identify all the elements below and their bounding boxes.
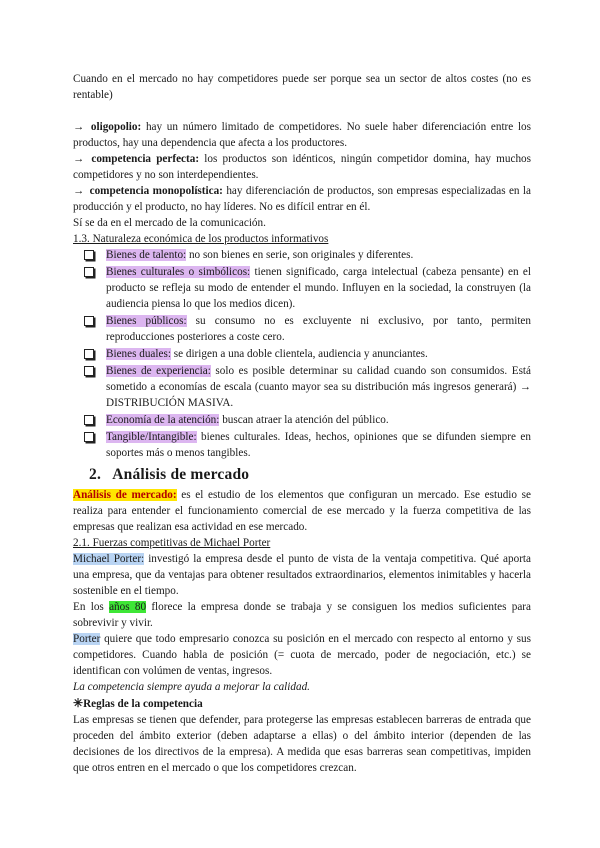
porter-paragraph-1: Michael Porter: investigó la empresa desde el punto de vista de la ventaja competitiva. Qué aporta una empresa, que da ventajas para obtener resultados extraordinarios, elementos inimitables y hacerla sostenible en el tiempo. (73, 553, 532, 597)
checkbox-bullet-icon (84, 267, 94, 277)
rules-heading: ✳Reglas de la competencia (73, 696, 203, 710)
section-heading-2: 2. Análisis de mercado (89, 466, 250, 483)
list-item: Bienes de experiencia: solo es posible determinar su calidad cuando son consumidos. Está sometido a economías de escala (cuanto mayor sea su distribución más ingresos generará) → DISTRIBUCIÓN MASIVA. (82, 363, 531, 411)
goods-list (73, 247, 531, 461)
intro-paragraph: Cuando en el mercado no hay competidores puede ser porque sea un sector de altos costes (no es rentable) (73, 73, 531, 101)
asterisk-icon: ✳ (73, 696, 84, 710)
arrow-icon: → (73, 121, 85, 133)
market-term: competencia monopolística: (89, 185, 223, 197)
quality-note: La competencia siempre ayuda a mejorar la calidad. (73, 681, 310, 693)
checkbox-bullet-icon (84, 349, 94, 359)
list-item: Tangible/Intangible: bienes culturales. Ideas, hechos, opiniones que se difunden siempre en soportes más o menos tangibles. (82, 429, 531, 461)
checkbox-bullet-icon (84, 415, 94, 425)
section-heading-1-3: 1.3. Naturaleza económica de los productos informativos (73, 233, 329, 245)
porter-paragraph-2: En los años 80 florece la empresa donde se trabaja y se consiguen los medios suficientes para sobrevivir y vivir. (73, 601, 531, 629)
document-page (73, 71, 531, 776)
list-item: Bienes culturales o simbólicos: tienen significado, carga intelectual (cabeza pensante) en el producto se refleja su modo de entender el mundo. Influyen en la sociedad, la construyen (la audiencia piensa lo que los medios dicen). (82, 264, 531, 312)
market-analysis-paragraph: Análisis de mercado: es el estudio de los elementos que configuran un mercado. Ese estudio se realiza para entender el funcionamiento comercial de ese mercado y la fuerza competitiva de las empresas que realizan esa actividad en ese mercado. (73, 489, 531, 533)
checkbox-bullet-icon (84, 432, 94, 442)
list-item: Bienes duales: se dirigen a una doble clientela, audiencia y anunciantes. (82, 346, 531, 362)
market-type-competencia-perfecta: → competencia perfecta: los productos son idénticos, ningún competidor domina, hay muchos competidores y no son interdependientes. (73, 153, 531, 181)
list-item: Economía de la atención: buscan atraer la atención del público. (82, 412, 531, 428)
market-term: oligopolio: (90, 121, 142, 133)
market-type-oligopolio: → oligopolio: hay un número limitado de competidores. No suele haber diferenciación entre los productos, hay una dependencia que afecta a los productores. (73, 121, 531, 149)
market-term: competencia perfecta: (91, 153, 200, 165)
market-type-competencia-monopolistica: → competencia monopolística: hay diferenciación de productos, son empresas especializadas en la producción y el producto, no hay líderes. No es difícil entrar en él. (73, 185, 532, 213)
section-heading-2-1: 2.1. Fuerzas competitivas de Michael Porter (73, 537, 271, 549)
communication-note: Sí se da en el mercado de la comunicación. (73, 217, 266, 229)
checkbox-bullet-icon (84, 366, 94, 376)
checkbox-bullet-icon (84, 316, 94, 326)
rules-paragraph: Las empresas se tienen que defender, para protegerse las empresas establecen barreras de entrada que proceden del ámbito exterior (deben adaptarse a ellas) o del ámbito interior (dependen de las decisiones de los directivos de la empresa). A medida que esas barreras sean competitivas, impiden que otros entren en el mercado o que los competidores crezcan. (73, 714, 531, 774)
arrow-icon: → (73, 185, 85, 197)
list-item: Bienes de talento: no son bienes en serie, son originales y diferentes. (82, 247, 531, 263)
checkbox-bullet-icon (84, 250, 94, 260)
list-item: Bienes públicos: su consumo no es excluyente ni exclusivo, por tanto, permiten reproducciones posteriores a coste cero. (82, 313, 531, 345)
porter-paragraph-3: Porter quiere que todo empresario conozca su posición en el mercado con respecto al entorno y sus competidores. Cuando habla de posición (= cuota de mercado, poder de negociación, etc.) se identifican con volúmen de ventas, ingresos. (73, 633, 531, 677)
arrow-icon: → (73, 153, 85, 165)
